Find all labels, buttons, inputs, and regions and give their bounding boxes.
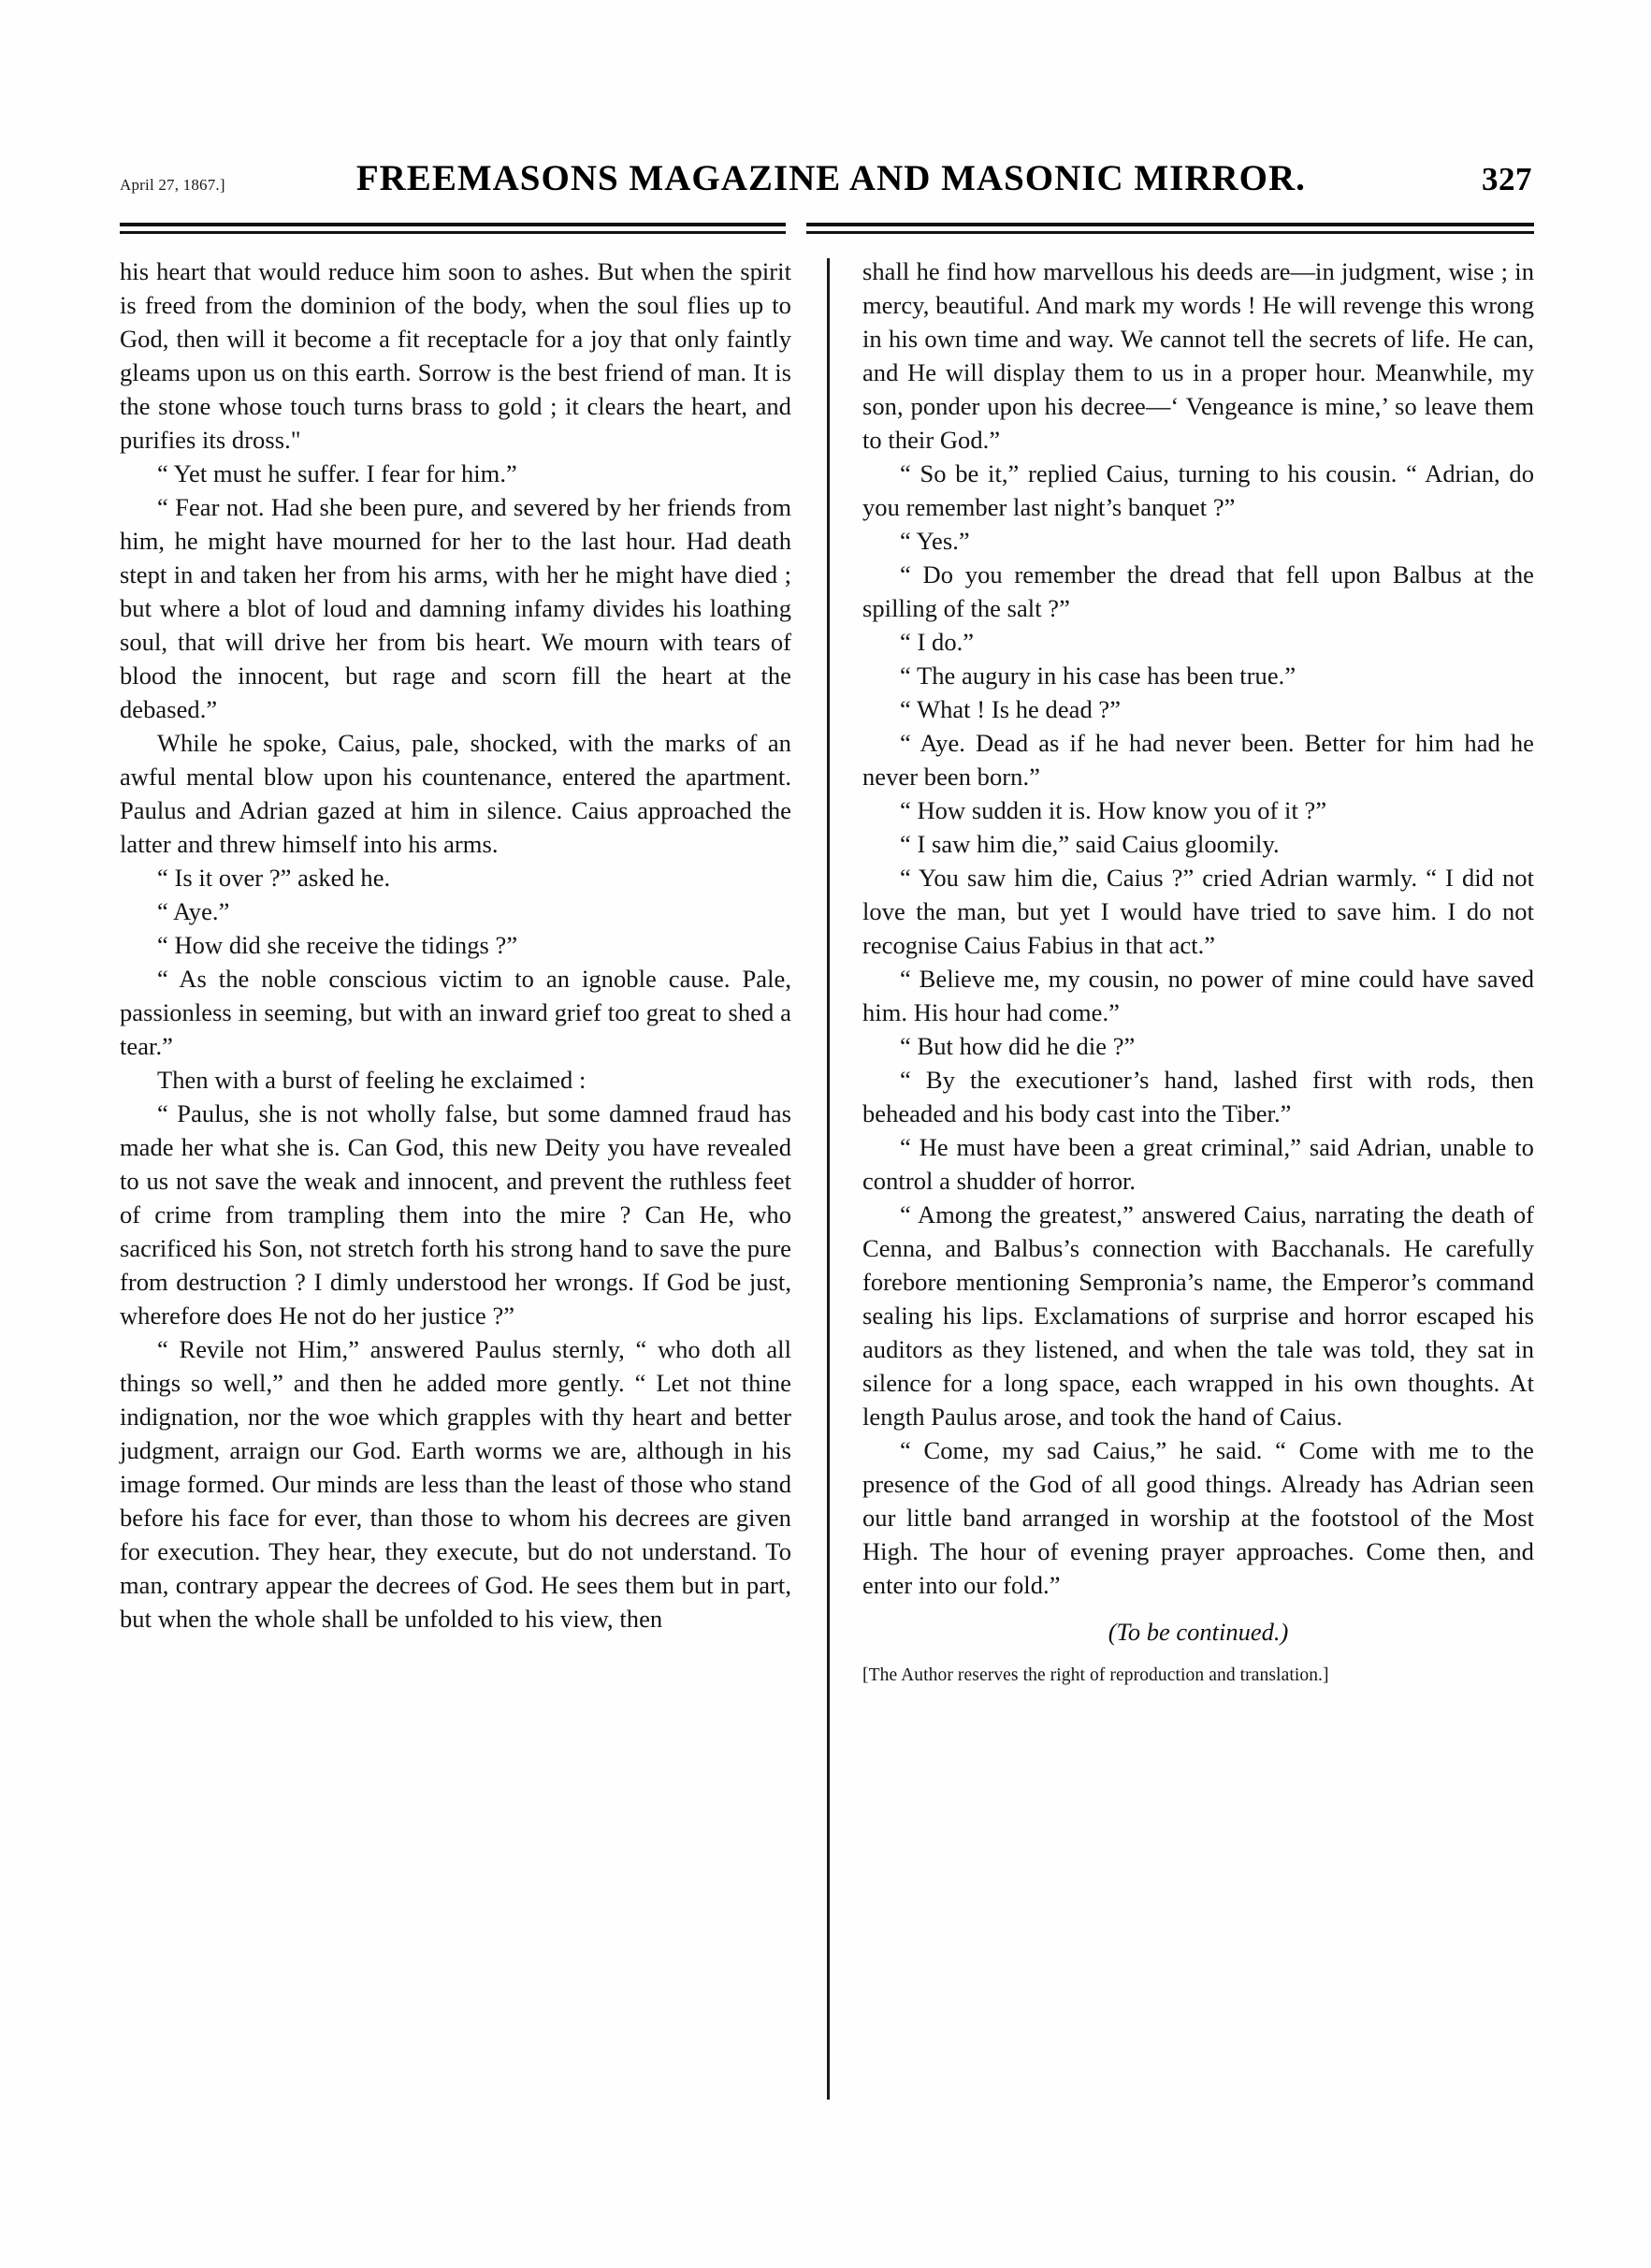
column-right	[862, 254, 1534, 2182]
header-rule-right	[806, 223, 1534, 236]
paragraph: “ Do you remember the dread that fell upon Balbus at the spilling of the salt ?”	[862, 560, 1534, 622]
rule-line-upper	[120, 223, 786, 226]
paragraph: “ He must have been a great criminal,” said Adrian, unable to control a shudder of horror.	[862, 1133, 1534, 1195]
header-rules	[120, 223, 1534, 236]
paragraph: “ But how did he die ?”	[900, 1032, 1136, 1060]
paragraph: “ Is it over ?” asked he.	[157, 864, 391, 892]
page-number: 327	[1482, 161, 1532, 197]
paragraph: “ As the noble conscious victim to an ignoble cause. Pale, passionless in seeming, but with an inward grief too great to shed a tear.”	[120, 965, 791, 1060]
paragraph: “ Aye.”	[157, 897, 230, 925]
paragraph: “ What ! Is he dead ?”	[900, 695, 1122, 723]
paragraph: “ How sudden it is. How know you of it ?”	[900, 796, 1327, 824]
running-head	[120, 157, 1532, 213]
column-left	[120, 254, 791, 2182]
rule-line-upper	[806, 223, 1534, 226]
paragraph: “ By the executioner’s hand, lashed first with rods, then beheaded and his body cast into the Tiber.”	[862, 1066, 1534, 1127]
paragraph: “ How did she receive the tidings ?”	[157, 931, 518, 959]
paragraph: “ I saw him die,” said Caius gloomily.	[900, 830, 1280, 858]
paragraph: Then with a burst of feeling he exclaimed :	[157, 1066, 587, 1094]
rule-line-lower	[120, 231, 786, 234]
paragraph: his heart that would reduce him soon to ashes. But when the spirit is freed from the dominion of the body, when the soul flies up to God, then will it become a fit receptacle for a joy that only faintly gleams upon us on this earth. Sorrow is the best friend of man. It is the stone whose touch turns brass to gold ; it clears the heart, and purifies its dross."	[120, 257, 791, 454]
journal-title: FREEMASONS MAGAZINE AND MASONIC MIRROR.	[355, 158, 1306, 198]
column-divider	[827, 258, 830, 2100]
rule-line-lower	[806, 231, 1534, 234]
header-rule-left	[120, 223, 786, 236]
paragraph: “ You saw him die, Caius ?” cried Adrian warmly. “ I did not love the man, but yet I would have tried to save him. I do not recognise Caius Fabius in that act.”	[862, 864, 1534, 959]
paragraph: “ Yes.”	[900, 527, 970, 555]
paragraph: “ Believe me, my cousin, no power of mine could have saved him. His hour had come.”	[862, 965, 1534, 1026]
paragraph: “ Fear not. Had she been pure, and severed by her friends from him, he might have mourned for her to the last hour. Had death stept in and taken her from his arms, with her he might have died ; but where a blot of loud and damning infamy divides his loathing soul, that will drive her from bis heart. We mourn with tears of blood the innocent, but rage and scorn fill the heart at the debased.”	[120, 493, 791, 723]
author-rights-notice: [The Author reserves the right of reproduction and translation.]	[862, 1665, 1329, 1685]
to-be-continued-note: (To be continued.)	[1108, 1618, 1289, 1646]
paragraph: “ Paulus, she is not wholly false, but some damned fraud has made her what she is. Can God, this new Deity you have revealed to us not save the weak and innocent, and prevent the ruthless feet of crime from trampling them into the mire ? Can He, who sacrificed his Son, not stretch forth his strong hand to save the pure from destruction ? I dimly understood her wrongs. If God be just, wherefore does He not do her justice ?”	[120, 1099, 791, 1330]
paragraph: While he spoke, Caius, pale, shocked, with the marks of an awful mental blow upon his countenance, entered the apartment. Paulus and Adrian gazed at him in silence. Caius approached the latter and threw himself into his arms.	[120, 729, 791, 858]
paragraph: “ Among the greatest,” answered Caius, narrating the death of Cenna, and Balbus’s connection with Bacchanals. He carefully forebore mentioning Sempronia’s name, the Emperor’s command sealing his lips. Exclamations of surprise and horror escaped his auditors as they listened, and when the tale was told, they sat in silence for a long space, each wrapped in his own thoughts. At length Paulus arose, and took the hand of Caius.	[862, 1200, 1534, 1431]
issue-date: April 27, 1867.]	[120, 176, 225, 194]
paragraph: “ So be it,” replied Caius, turning to his cousin. “ Adrian, do you remember last night’s banquet ?”	[862, 459, 1534, 521]
paragraph: “ Aye. Dead as if he had never been. Better for him had he never been born.”	[862, 729, 1534, 791]
paragraph: “ Come, my sad Caius,” he said. “ Come with me to the presence of the God of all good things. Already has Adrian seen our little band arranged in worship at the footstool of the Most High. The hour of evening prayer approaches. Come then, and enter into our fold.”	[862, 1436, 1534, 1599]
paragraph: “ Yet must he suffer. I fear for him.”	[157, 459, 517, 487]
paragraph: shall he find how marvellous his deeds are—in judgment, wise ; in mercy, beautiful. And mark my words ! He will revenge this wrong in his own time and way. We cannot tell the secrets of life. He can, and He will display them to us in a proper hour. Meanwhile, my son, ponder upon his decree—‘ Vengeance is mine,’ so leave them to their God.”	[862, 257, 1534, 454]
paragraph: “ Revile not Him,” answered Paulus sternly, “ who doth all things so well,” and then he added more gently. “ Let not thine indignation, nor the woe which grapples with thy heart and better judgment, arraign our God. Earth worms we are, although in his image formed. Our minds are less than the least of those who stand before his face for ever, than those to whom his decrees are given for execution. They hear, they execute, but do not understand. To man, contrary appear the decrees of God. He sees them but in part, but when the whole shall be unfolded to his view, then	[120, 1335, 791, 1633]
paragraph: “ The augury in his case has been true.”	[900, 662, 1296, 690]
paragraph: “ I do.”	[900, 628, 975, 656]
body-columns	[120, 254, 1534, 2182]
